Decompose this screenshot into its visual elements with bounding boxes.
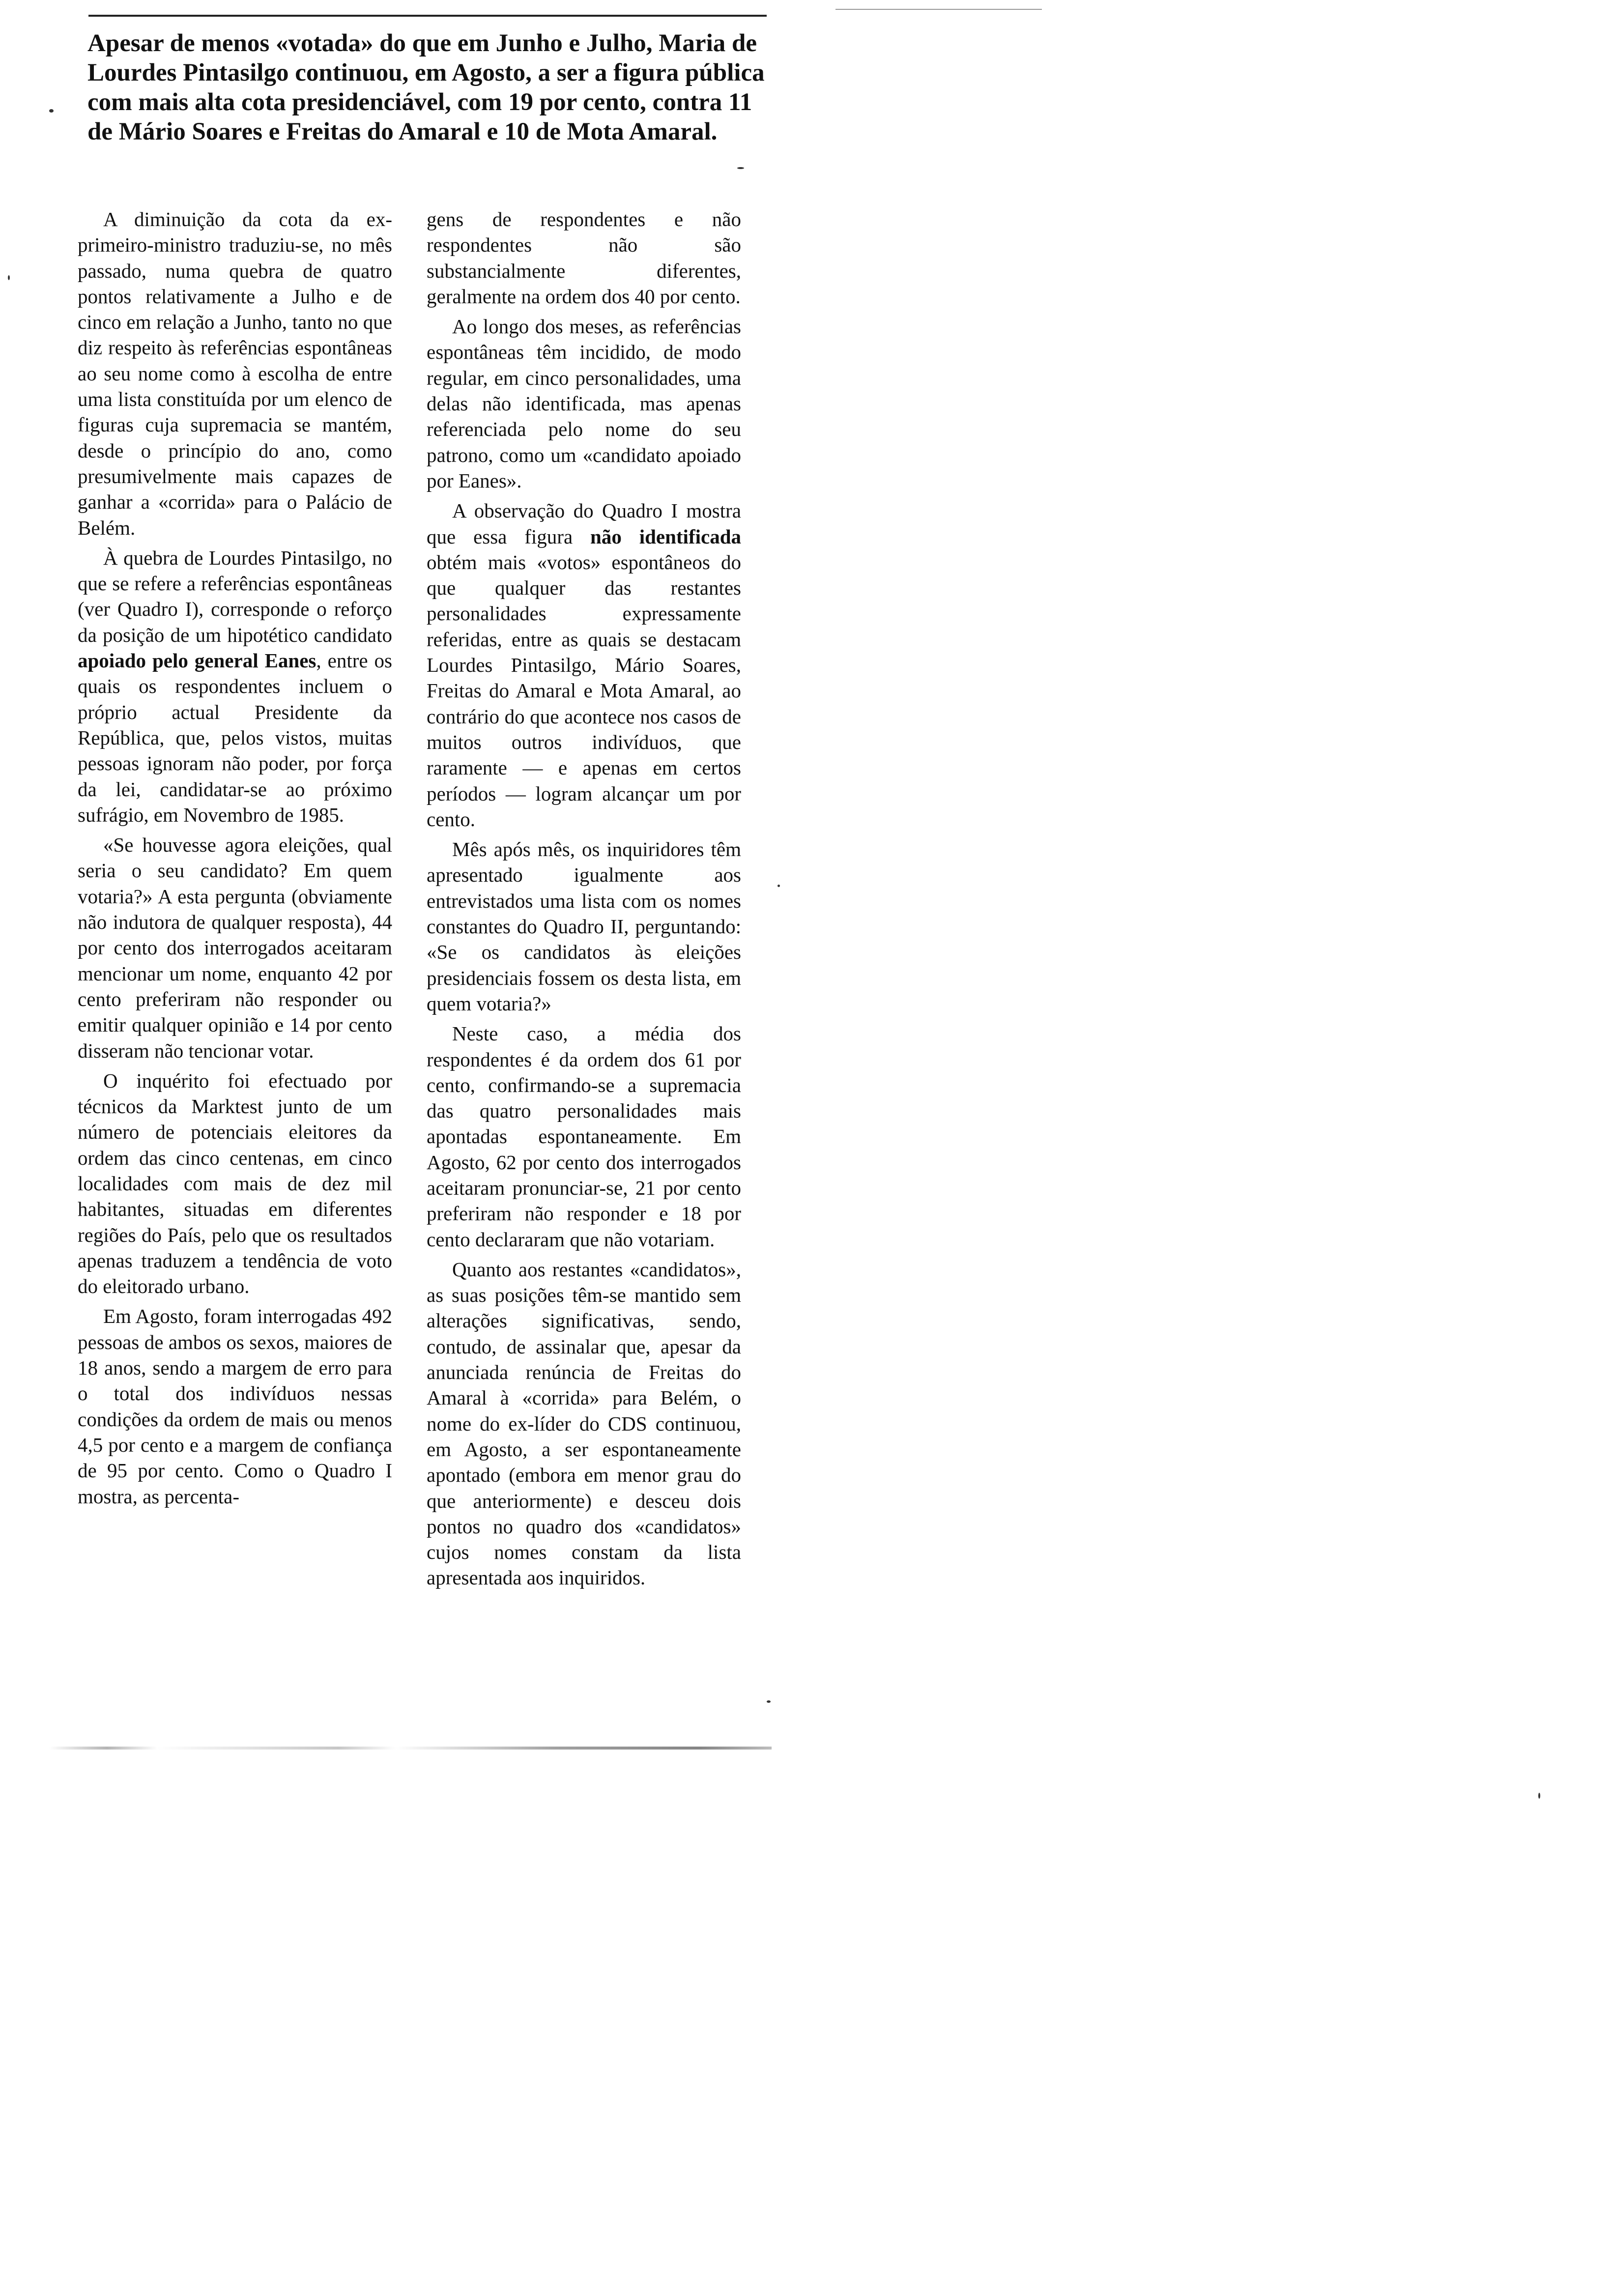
top-rule-faint (835, 9, 1042, 10)
paragraph: Ao longo dos meses, as referências espontâneas têm incidido, de modo regular, em cinco personalidades, uma delas não identificada, mas apenas referenciada pelo nome do seu patrono, como um «candidato apoiado por Eanes». (427, 315, 741, 492)
paragraph-continuation: gens de respondentes e não respondentes não são substancialmente diferentes, geralmente na ordem dos 40 por cento. (427, 208, 741, 308)
top-rule (88, 15, 767, 17)
paragraph: Neste caso, a média dos respondentes é da ordem dos 61 por cento, confirmando-se a supremacia das quatro personalidades mais apontadas espontaneamente. Em Agosto, 62 por cento dos interrogados aceitaram pronunciar-se, 21 por cento preferiram não responder e 18 por cento declararam que não votariam. (427, 1022, 741, 1251)
paragraph: Quanto aos restantes «candidatos», as suas posições têm-se mantido sem alterações significativas, sendo, contudo, de assinalar que, apesar da anunciada renúncia de Freitas do Amaral à «corrida» para Belém, o nome do ex-líder do CDS continuou, em Agosto, a ser espontaneamente apontado (embora em menor grau do que anteriormente) e desceu dois pontos no quadro dos «candidatos» cujos nomes constam da lista apresentada aos inquiridos. (427, 1258, 741, 1589)
paragraph-text: , entre os quais os respondentes incluem o próprio actual Presidente da República, que, pelos vistos, muitas pessoas ignoram não poder, por força da lei, candidatar-se ao próximo sufrágio, em Novembro de 1985. (78, 649, 392, 826)
paragraph: Mês após mês, os inquiridores têm apresentado igualmente aos entrevistados uma lista com os nomes constantes do Quadro II, perguntando: «Se os candidatos às eleições presidenciais fossem os desta lista, em quem votaria?» (427, 838, 741, 1015)
left-column (78, 206, 392, 1514)
paragraph-text: A observação do Quadro I mostra que essa figura (427, 499, 741, 548)
print-speck (1538, 1793, 1540, 1799)
print-speck (737, 167, 744, 169)
paragraph: A diminuição da cota da ex-primeiro-ministro traduziu-se, no mês passado, numa quebra de quatro pontos relativamente a Julho e de cinco em relação a Junho, tanto no que diz respeito às referências espontâneas ao seu nome como à escolha de entre uma lista constituída por um elenco de figuras cuja supremacia se mantém, desde o princípio do ano, como presumivelmente mais capazes de ganhar a «corrida» para o Palácio de Belém. (78, 208, 392, 539)
paragraph: O inquérito foi efectuado por técnicos da Marktest junto de um número de potenciais eleitores da ordem das cinco centenas, em cinco localidades com mais de dez mil habitantes, situadas em diferentes regiões do País, pelo que os resultados apenas traduzem a tendência de voto do eleitorado urbano. (78, 1069, 392, 1298)
print-speck (8, 275, 10, 280)
paragraph-text: À quebra de Lourdes Pintasilgo, no que se refere a referências espontâneas (ver Quadro I), corresponde o reforço da posição de um hipotético candidato (78, 546, 392, 646)
print-speck (767, 1700, 771, 1703)
paragraph (427, 498, 741, 832)
paragraph (78, 545, 392, 828)
print-speck (49, 109, 54, 113)
paragraph: «Se houvesse agora eleições, qual seria o seu candidato? Em quem votaria?» A esta pergunta (obviamente não indutora de qualquer resposta), 44 por cento dos interrogados aceitaram mencionar um nome, enquanto 42 por cento preferiram não responder ou emitir qualquer opinião e 14 por cento disseram não tencionar votar. (78, 833, 392, 1062)
print-speck (777, 885, 780, 887)
paragraph: Em Agosto, foram interrogadas 492 pessoas de ambos os sexos, maiores de 18 anos, sendo a margem de erro para o total dos indivíduos nessas condições da ordem de mais ou menos 4,5 por cento e a margem de confiança de 95 por cento. Como o Quadro I mostra, as percenta- (78, 1305, 392, 1508)
paragraph-emphasis: apoiado pelo general Eanes (78, 649, 317, 672)
paragraph-text: obtém mais «votos» espontâneos do que qualquer das restantes personalidades expressamente referidas, entre as quais se destacam Lourdes Pintasilgo, Mário Soares, Freitas do Amaral e Mota Amaral, ao contrário do que acontece nos casos de muitos outros indivíduos, que raramente — e apenas em certos períodos — logram alcançar um por cento. (427, 550, 741, 831)
right-column (427, 206, 741, 1595)
paragraph-emphasis: não identificada (590, 525, 741, 548)
headline: Apesar de menos «votada» do que em Junho e Julho, Maria de Lourdes Pintasilgo continuou, em Agosto, a ser a figura pública com mais alta cota presidenciável, com 19 por cento, contra 11 de Mário Soares e Freitas do Amaral e 10 de Mota Amaral. (87, 29, 765, 145)
bottom-print-smudge (49, 1747, 772, 1750)
